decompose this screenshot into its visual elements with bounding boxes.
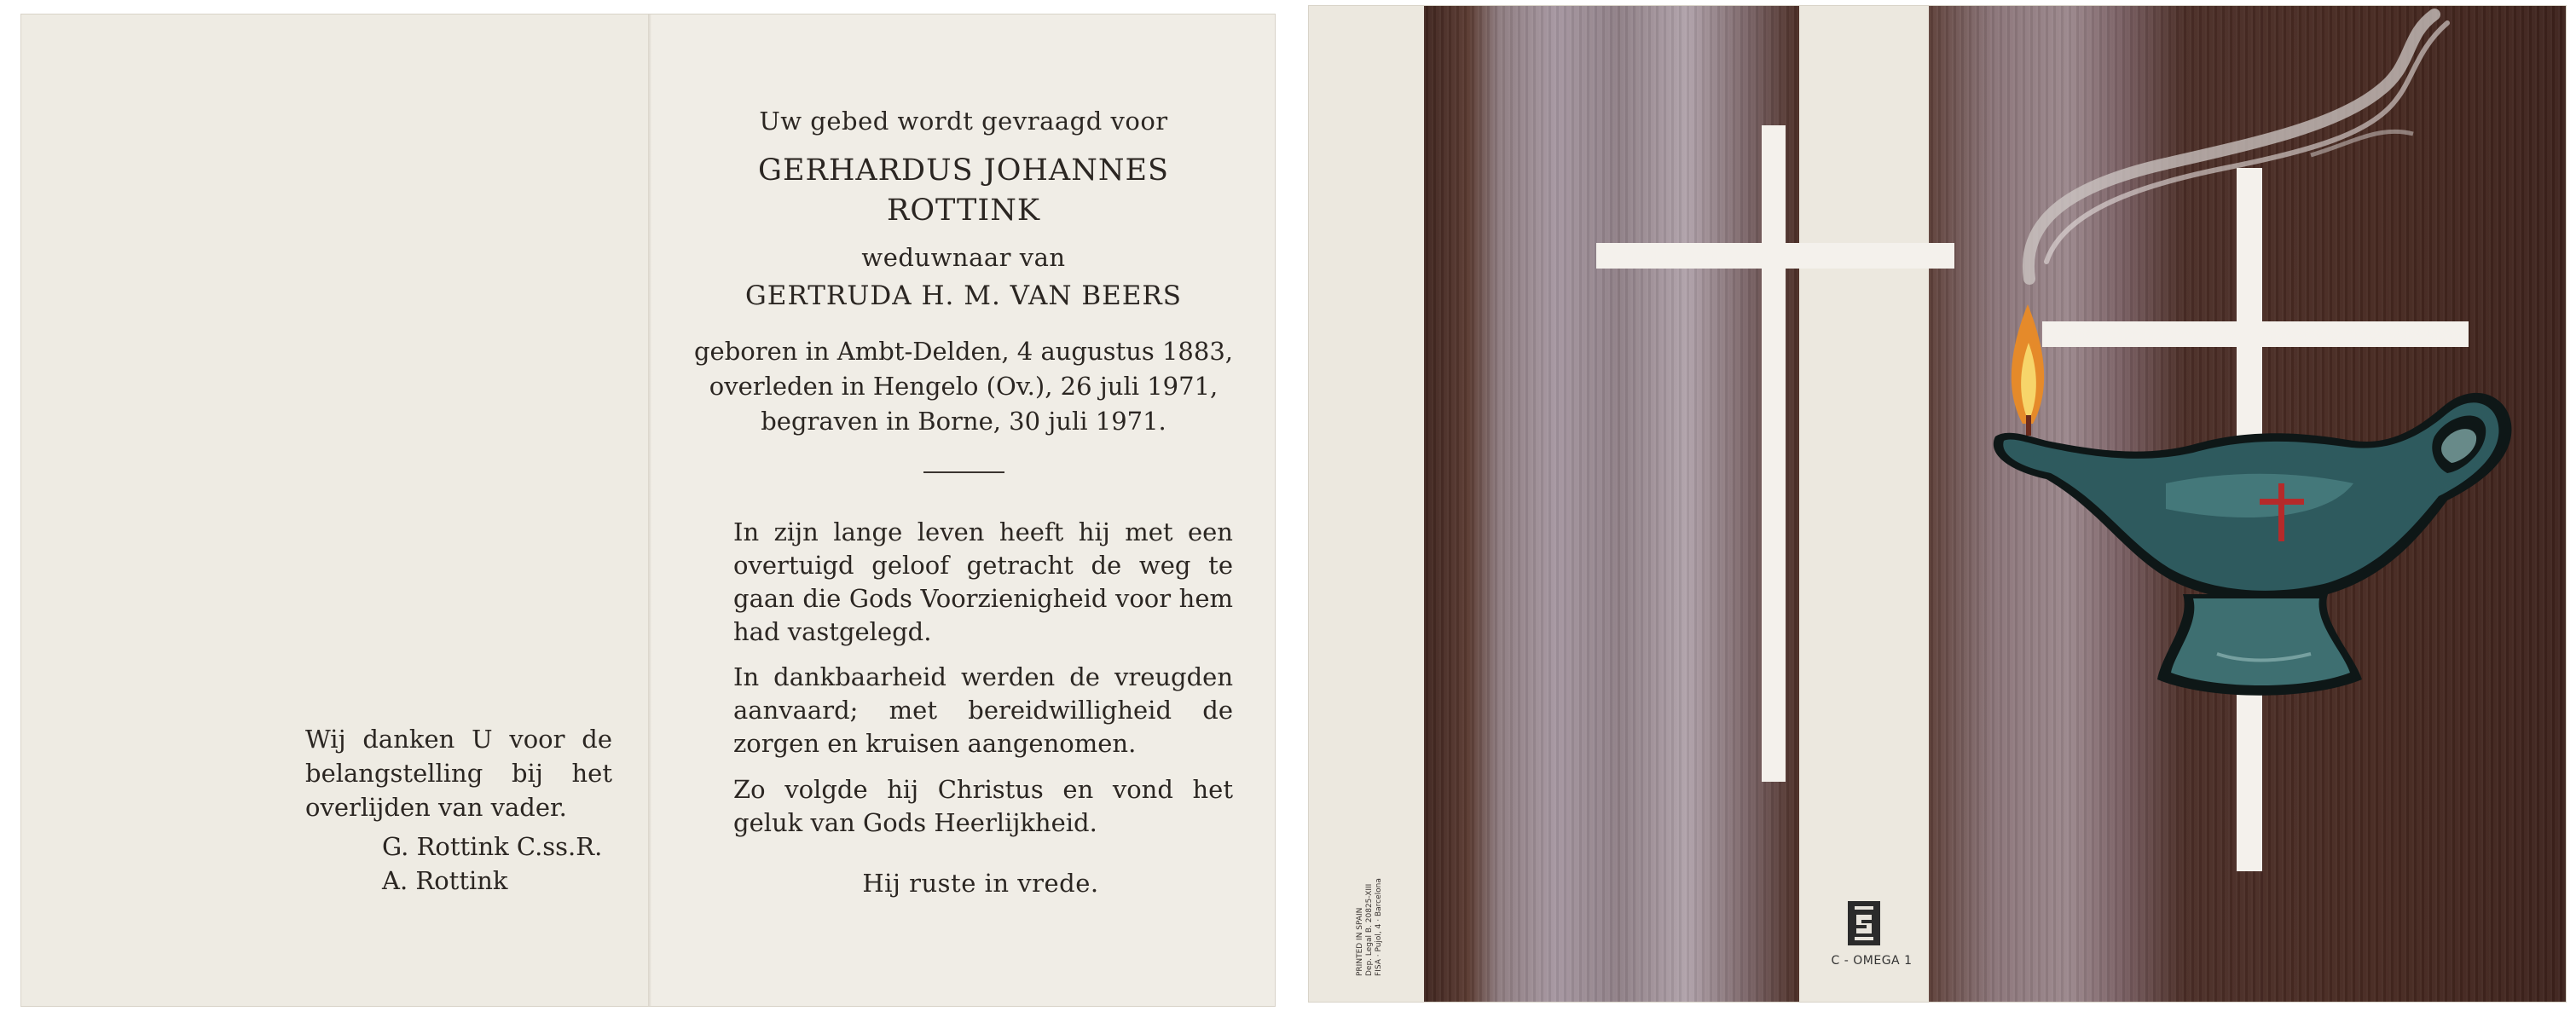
deceased-name-line-2: ROTTINK xyxy=(887,194,1040,228)
center-strip xyxy=(1799,6,1929,1002)
smoke-icon xyxy=(2029,14,2447,279)
memorial-card-outside xyxy=(1309,6,2566,1002)
spouse-name: GERTRUDA H. M. VAN BEERS xyxy=(745,280,1182,311)
lamp-cross-vertical xyxy=(2278,483,2284,541)
widower-line: weduwnaar van xyxy=(861,243,1066,272)
thanks-block xyxy=(305,722,612,898)
paragraph-life: In zijn lange leven heeft hij met een overtuigd geloof getracht de weg te gaan die Gods Voorzienigheid voor hem had vastgelegd. xyxy=(733,517,1233,646)
paragraph-gratitude: In dankbaarheid werden de vreugden aanvaard; met bereidwilligheid de zorgen en kruisen aangenomen. xyxy=(733,662,1233,758)
memorial-card-inside xyxy=(21,14,1275,1006)
wood-grain xyxy=(1424,6,1799,1002)
prayer-request: Uw gebed wordt gevraagd voor xyxy=(759,107,1168,136)
thanks-text: Wij danken U voor de belangstelling bij het overlijden van vader. xyxy=(305,725,612,822)
flame-icon xyxy=(2012,304,2044,436)
back-edge-strip xyxy=(1309,6,1424,1002)
lamp-cross-horizontal xyxy=(2260,499,2304,505)
divider xyxy=(923,471,1004,473)
print-note-2: Dep. Legal B. 20825-XIII xyxy=(1365,883,1374,976)
closing-line: Hij ruste in vrede. xyxy=(862,869,1099,898)
publisher-logo-icon xyxy=(1848,901,1880,945)
print-note-3: FISA · Pujol, 4 · Barcelona xyxy=(1375,878,1383,976)
card-code: C - OMEGA 1 xyxy=(1831,954,1913,968)
deceased-name-line-1: GERHARDUS JOHANNES xyxy=(758,153,1169,188)
burial-line: begraven in Borne, 30 juli 1971. xyxy=(761,407,1166,436)
signer-2: A. Rottink xyxy=(382,866,508,895)
wood-panel-left xyxy=(1424,6,1799,1002)
inside-left-panel xyxy=(21,14,648,1006)
lamp-illustration xyxy=(1970,6,2566,773)
paragraph-faith: Zo volgde hij Christus en vond het geluk van Gods Heerlijkheid. xyxy=(733,775,1233,837)
birth-line: geboren in Ambt-Delden, 4 augustus 1883, xyxy=(693,337,1234,366)
signer-1: G. Rottink C.ss.R. xyxy=(382,832,603,861)
printer-imprint xyxy=(1356,840,1383,976)
print-note-1: PRINTED IN SPAIN xyxy=(1356,907,1364,976)
cross-vertical-bar xyxy=(1762,125,1786,782)
inside-right-panel xyxy=(652,14,1275,1006)
death-line: overleden in Hengelo (Ov.), 26 juli 1971, xyxy=(709,372,1219,401)
oil-lamp-icon xyxy=(1994,393,2512,696)
publisher-logo-graphic xyxy=(1848,901,1880,945)
